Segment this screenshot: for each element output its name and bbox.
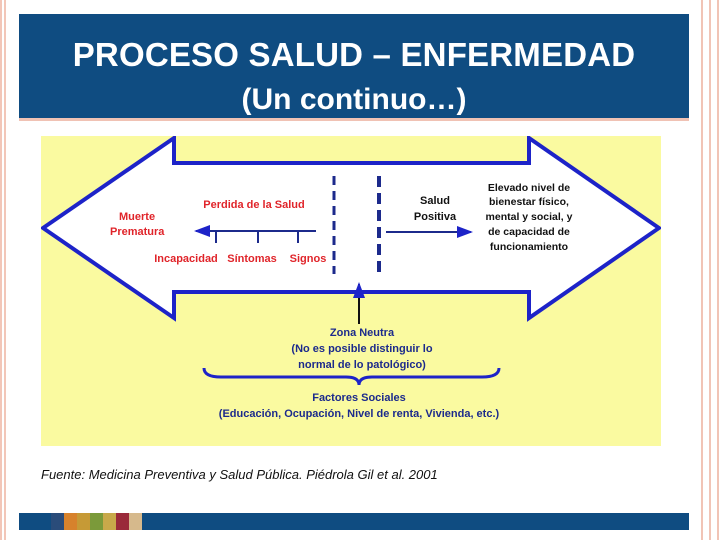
stage-signos: Signos bbox=[289, 253, 327, 265]
slide-subtitle: (Un continuo…) bbox=[241, 83, 467, 116]
footer-swatch bbox=[64, 513, 77, 530]
slide-title: PROCESO SALUD – ENFERMEDAD bbox=[72, 36, 636, 73]
neutral-zone-line-2: (No es posible distinguir lo bbox=[291, 343, 433, 355]
high-level-line-5: funcionamiento bbox=[489, 241, 569, 253]
positive-health-label-1: Salud bbox=[420, 195, 450, 207]
premature-death-label-1: Muerte bbox=[119, 211, 156, 223]
header-rule bbox=[19, 118, 689, 121]
slide-header bbox=[19, 14, 689, 118]
footer-swatch bbox=[116, 513, 129, 530]
positive-health-label-2: Positiva bbox=[413, 211, 457, 223]
footer-swatch bbox=[129, 513, 142, 530]
health-disease-diagram bbox=[41, 136, 661, 446]
high-level-line-4: de capacidad de bbox=[488, 226, 570, 238]
footer-swatch bbox=[77, 513, 90, 530]
health-loss-label: Perdida de la Salud bbox=[203, 199, 305, 211]
social-factors-title: Factores Sociales bbox=[312, 392, 406, 404]
high-level-line-2: bienestar físico, bbox=[489, 196, 569, 208]
high-level-line-1: Elevado nivel de bbox=[487, 182, 571, 194]
neutral-zone-title: Zona Neutra bbox=[329, 327, 395, 339]
footer-swatch bbox=[51, 513, 64, 530]
footer-swatches bbox=[51, 513, 142, 530]
source-citation: Fuente: Medicina Preventiva y Salud Pública. Piédrola Gil et al. 2001 bbox=[41, 467, 438, 482]
social-factors-list: (Educación, Ocupación, Nivel de renta, Vivienda, etc.) bbox=[218, 408, 500, 420]
premature-death-label-2: Prematura bbox=[110, 226, 165, 238]
neutral-zone-line-3: normal de lo patológico) bbox=[298, 359, 426, 371]
left-edge-stripe bbox=[0, 0, 8, 540]
stage-incapacidad: Incapacidad bbox=[154, 253, 218, 265]
right-edge-stripe bbox=[698, 0, 720, 540]
high-level-line-3: mental y social, y bbox=[485, 211, 573, 223]
diagram-svg bbox=[41, 136, 661, 446]
stage-sintomas: Síntomas bbox=[227, 253, 277, 265]
footer-swatch bbox=[103, 513, 116, 530]
footer-swatch bbox=[90, 513, 103, 530]
